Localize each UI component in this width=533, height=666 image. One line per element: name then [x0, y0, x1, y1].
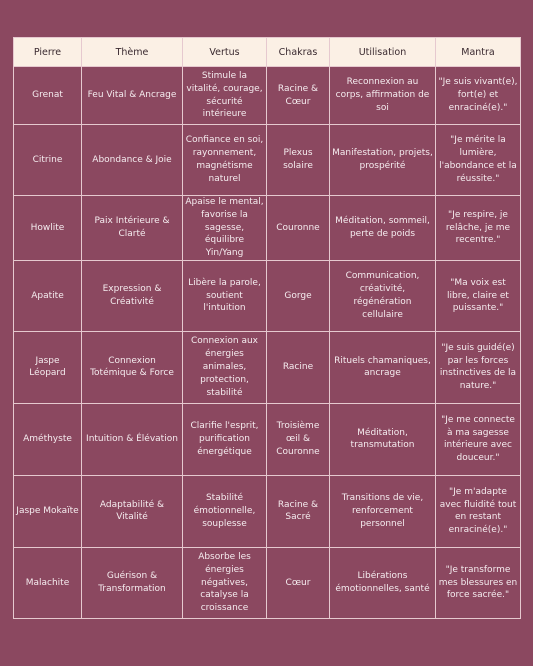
cell-utilisation: Méditation, sommeil, perte de poids [330, 196, 436, 261]
cell-theme: Feu Vital & Ancrage [82, 67, 183, 125]
table-row [14, 125, 521, 196]
cell-mantra: "Je respire, je relâche, je me recentre." [436, 196, 521, 261]
cell-mantra: "Je transforme mes blessures en force sacrée." [436, 547, 521, 618]
header-theme: Thème [82, 38, 183, 67]
cell-utilisation: Rituels chamaniques, ancrage [330, 331, 436, 403]
cell-pierre: Grenat [14, 67, 82, 125]
cell-vertus: Connexion aux énergies animales, protection, stabilité [183, 331, 267, 403]
cell-pierre: Citrine [14, 125, 82, 196]
table-row [14, 260, 521, 331]
stones-table [13, 37, 521, 619]
cell-pierre: Jaspe Mokaïte [14, 475, 82, 547]
cell-mantra: "Je mérite la lumière, l'abondance et la réussite." [436, 125, 521, 196]
cell-vertus: Libère la parole, soutient l'intuition [183, 260, 267, 331]
cell-pierre: Malachite [14, 547, 82, 618]
cell-utilisation: Manifestation, projets, prospérité [330, 125, 436, 196]
cell-utilisation: Communication, créativité, régénération cellulaire [330, 260, 436, 331]
cell-theme: Adaptabilité & Vitalité [82, 475, 183, 547]
header-mantra: Mantra [436, 38, 521, 67]
header-chakras: Chakras [267, 38, 330, 67]
cell-mantra: "Je suis vivant(e), fort(e) et enraciné(e)." [436, 67, 521, 125]
cell-chakras: Couronne [267, 196, 330, 261]
cell-chakras: Plexus solaire [267, 125, 330, 196]
table-row [14, 547, 521, 618]
cell-mantra: "Je suis guidé(e) par les forces instinctives de la nature." [436, 331, 521, 403]
header-vertus: Vertus [183, 38, 267, 67]
cell-mantra: "Je me connecte à ma sagesse intérieure avec douceur." [436, 403, 521, 475]
header-utilisation: Utilisation [330, 38, 436, 67]
cell-theme: Connexion Totémique & Force [82, 331, 183, 403]
cell-chakras: Cœur [267, 547, 330, 618]
cell-vertus: Stimule la vitalité, courage, sécurité intérieure [183, 67, 267, 125]
cell-theme: Paix Intérieure & Clarté [82, 196, 183, 261]
cell-theme: Guérison & Transformation [82, 547, 183, 618]
cell-pierre: Apatite [14, 260, 82, 331]
table-row [14, 196, 521, 261]
cell-theme: Expression & Créativité [82, 260, 183, 331]
cell-utilisation: Méditation, transmutation [330, 403, 436, 475]
header-pierre: Pierre [14, 38, 82, 67]
cell-mantra: "Je m'adapte avec fluidité tout en restant enraciné(e)." [436, 475, 521, 547]
table-row [14, 331, 521, 403]
cell-utilisation: Reconnexion au corps, affirmation de soi [330, 67, 436, 125]
cell-theme: Intuition & Élévation [82, 403, 183, 475]
cell-chakras: Racine & Sacré [267, 475, 330, 547]
table-header-row [14, 38, 521, 67]
cell-vertus: Stabilité émotionnelle, souplesse [183, 475, 267, 547]
cell-pierre: Améthyste [14, 403, 82, 475]
stones-table-container [13, 37, 520, 619]
table-row [14, 67, 521, 125]
cell-utilisation: Libérations émotionnelles, santé [330, 547, 436, 618]
cell-pierre: Howlite [14, 196, 82, 261]
cell-vertus: Confiance en soi, rayonnement, magnétisme naturel [183, 125, 267, 196]
table-row [14, 403, 521, 475]
cell-pierre: Jaspe Léopard [14, 331, 82, 403]
cell-theme: Abondance & Joie [82, 125, 183, 196]
cell-chakras: Gorge [267, 260, 330, 331]
cell-chakras: Troisième œil & Couronne [267, 403, 330, 475]
cell-mantra: "Ma voix est libre, claire et puissante." [436, 260, 521, 331]
cell-chakras: Racine & Cœur [267, 67, 330, 125]
cell-utilisation: Transitions de vie, renforcement personnel [330, 475, 436, 547]
cell-vertus: Clarifie l'esprit, purification énergétique [183, 403, 267, 475]
cell-chakras: Racine [267, 331, 330, 403]
table-row [14, 475, 521, 547]
cell-vertus: Absorbe les énergies négatives, catalyse la croissance [183, 547, 267, 618]
cell-vertus: Apaise le mental, favorise la sagesse, équilibre Yin/Yang [183, 196, 267, 261]
